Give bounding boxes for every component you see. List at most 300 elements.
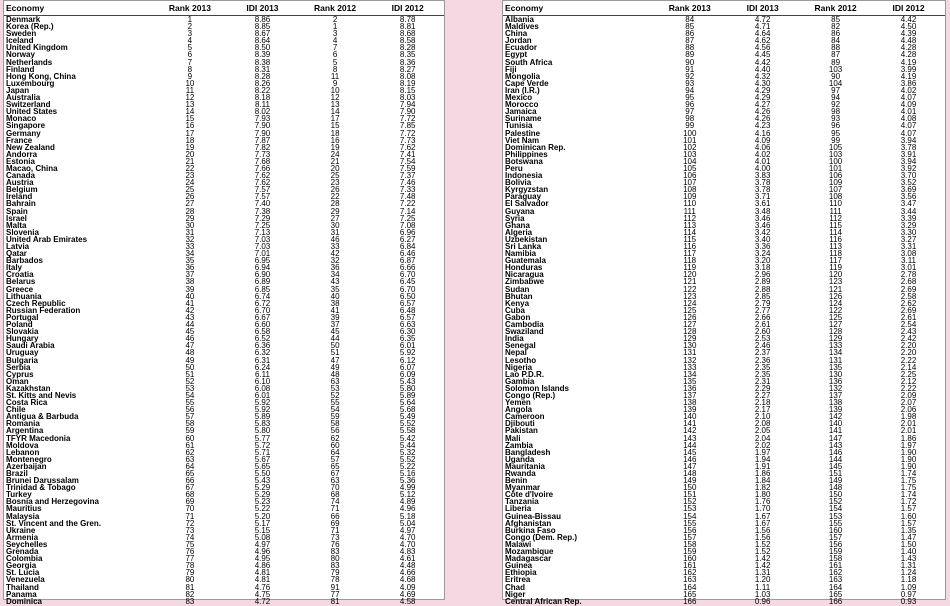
table-row	[503, 278, 945, 285]
table-row	[4, 73, 444, 80]
cell-idi-2012: 1.57	[900, 518, 917, 528]
table-row	[503, 101, 945, 108]
cell-rank-2012: 46	[330, 234, 340, 244]
cell-economy: Germany	[6, 128, 41, 138]
cell-idi-2013: 7.87	[254, 135, 271, 145]
table-row	[4, 30, 444, 37]
cell-economy: Japan	[6, 85, 30, 95]
cell-rank-2012: 73	[330, 532, 340, 542]
cell-idi-2013: 2.53	[754, 334, 771, 344]
cell-rank-2013: 93	[685, 78, 695, 88]
cell-rank-2012: 28	[330, 199, 340, 209]
cell-rank-2013: 42	[185, 305, 195, 315]
cell-idi-2013: 2.61	[754, 320, 771, 330]
cell-idi-2012: 4.70	[399, 539, 416, 549]
cell-rank-2012: 148	[828, 483, 843, 493]
cell-idi-2012: 8.58	[399, 36, 416, 46]
table-row	[4, 555, 444, 562]
cell-idi-2012: 6.09	[399, 369, 416, 379]
cell-idi-2012: 1.35	[900, 525, 917, 535]
cell-rank-2013: 24	[185, 178, 195, 188]
table-row	[4, 484, 444, 491]
cell-economy: Mali	[505, 433, 521, 443]
table-row	[4, 321, 444, 328]
cell-idi-2013: 7.25	[254, 220, 271, 230]
cell-economy: Ukraine	[6, 525, 36, 535]
cell-rank-2012: 125	[828, 312, 843, 322]
table-row	[503, 73, 945, 80]
cell-rank-2012: 83	[330, 561, 340, 571]
cell-idi-2012: 3.86	[900, 78, 917, 88]
cell-idi-2013: 2.85	[754, 291, 771, 301]
cell-rank-2012: 53	[330, 383, 340, 393]
cell-economy: Moldova	[6, 440, 39, 450]
cell-idi-2012: 1.97	[900, 440, 917, 450]
cell-rank-2012: 18	[330, 128, 340, 138]
cell-idi-2013: 4.62	[754, 36, 771, 46]
table-row	[4, 200, 444, 207]
cell-rank-2012: 6	[332, 50, 338, 60]
cell-idi-2013: 5.80	[254, 426, 271, 436]
table-row	[503, 555, 945, 562]
cell-idi-2013: 2.37	[754, 348, 771, 358]
table-row	[503, 151, 945, 158]
cell-rank-2012: 74	[330, 497, 340, 507]
cell-rank-2013: 70	[185, 504, 195, 514]
cell-economy: Sweden	[6, 29, 37, 39]
cell-rank-2013: 66	[185, 476, 195, 486]
cell-economy: Argentina	[6, 426, 44, 436]
cell-idi-2012: 5.49	[399, 412, 416, 422]
table-row	[4, 186, 444, 193]
cell-economy: Syria	[505, 213, 525, 223]
table-row	[503, 108, 945, 115]
cell-idi-2013: 2.77	[754, 305, 771, 315]
table-row	[503, 229, 945, 236]
cell-rank-2013: 165	[683, 589, 697, 599]
cell-idi-2013: 8.50	[254, 43, 271, 53]
idi-table-left	[4, 1, 444, 605]
cell-idi-2012: 4.39	[900, 29, 917, 39]
cell-economy: St. Kitts and Nevis	[6, 390, 77, 400]
cell-economy: Singapore	[6, 121, 46, 131]
cell-idi-2013: 8.86	[254, 15, 271, 24]
cell-economy: Swaziland	[505, 327, 544, 337]
cell-rank-2012: 68	[330, 490, 340, 500]
cell-idi-2012: 5.04	[399, 518, 416, 528]
cell-economy: El Salvador	[505, 199, 549, 209]
cell-economy: Senegal	[505, 341, 536, 351]
table-row	[503, 335, 945, 342]
cell-economy: St. Lucia	[6, 568, 40, 578]
cell-idi-2012: 6.45	[399, 277, 416, 287]
cell-economy: Sudan	[505, 284, 530, 294]
cell-idi-2012: 4.89	[399, 497, 416, 507]
cell-rank-2012: 117	[829, 256, 842, 266]
cell-rank-2013: 109	[683, 192, 697, 202]
table-row	[503, 300, 945, 307]
table-row	[4, 16, 444, 24]
cell-rank-2012: 87	[831, 50, 841, 60]
cell-rank-2013: 46	[185, 334, 195, 344]
cell-rank-2013: 11	[185, 85, 195, 95]
cell-idi-2012: 6.48	[399, 305, 416, 315]
cell-idi-2013: 1.52	[754, 547, 771, 557]
cell-rank-2012: 37	[330, 320, 340, 330]
cell-rank-2012: 62	[330, 433, 340, 443]
cell-idi-2012: 4.02	[900, 85, 917, 95]
cell-idi-2013: 5.65	[254, 461, 271, 471]
cell-rank-2013: 162	[683, 568, 697, 578]
cell-rank-2012: 159	[828, 547, 843, 557]
table-row	[4, 137, 444, 144]
table-row	[503, 484, 945, 491]
cell-economy: United States	[6, 107, 58, 117]
cell-idi-2013: 1.56	[754, 525, 771, 535]
table-row	[503, 449, 945, 456]
cell-idi-2012: 4.50	[900, 22, 917, 32]
cell-idi-2013: 2.18	[754, 398, 771, 408]
cell-rank-2012: 109	[828, 178, 843, 188]
table-row	[503, 470, 945, 477]
cell-rank-2013: 166	[683, 596, 697, 606]
cell-idi-2012: 4.01	[900, 107, 917, 117]
cell-idi-2013: 6.10	[254, 376, 271, 386]
cell-rank-2012: 98	[831, 107, 841, 117]
cell-idi-2013: 4.75	[254, 589, 271, 599]
cell-rank-2013: 150	[683, 483, 697, 493]
table-row	[4, 108, 444, 115]
cell-rank-2013: 123	[683, 291, 697, 301]
cell-idi-2012: 6.57	[399, 298, 416, 308]
cell-economy: Cuba	[505, 305, 525, 315]
cell-rank-2013: 99	[685, 121, 695, 131]
cell-rank-2013: 13	[185, 100, 195, 110]
cell-idi-2012: 7.33	[399, 185, 416, 195]
table-row	[4, 271, 444, 278]
cell-rank-2012: 9	[332, 78, 338, 88]
table-row	[4, 335, 444, 342]
cell-idi-2013: 1.11	[755, 582, 771, 592]
cell-economy: Qatar	[6, 249, 27, 259]
cell-rank-2012: 119	[829, 263, 842, 273]
cell-idi-2012: 3.99	[900, 64, 917, 74]
cell-idi-2013: 4.56	[754, 43, 771, 53]
table-row	[4, 534, 444, 541]
cell-rank-2013: 97	[685, 107, 695, 117]
cell-rank-2012: 7	[332, 43, 338, 53]
cell-idi-2013: 1.86	[754, 469, 771, 478]
cell-economy: Solomon Islands	[505, 383, 570, 393]
table-row	[4, 80, 444, 87]
cell-economy: Israel	[6, 213, 27, 223]
cell-idi-2013: 0.96	[754, 596, 771, 606]
cell-idi-2013: 5.72	[254, 440, 271, 450]
table-row	[4, 357, 444, 364]
table-row	[503, 257, 945, 264]
cell-rank-2013: 122	[683, 284, 697, 294]
cell-rank-2012: 29	[330, 206, 340, 216]
cell-rank-2012: 63	[330, 376, 340, 386]
cell-idi-2013: 7.57	[254, 192, 271, 202]
cell-idi-2012: 5.18	[399, 511, 416, 521]
cell-rank-2013: 27	[185, 199, 195, 209]
table-row	[4, 293, 444, 300]
table-row	[4, 569, 444, 576]
cell-rank-2013: 96	[685, 100, 695, 110]
cell-rank-2012: 77	[330, 589, 340, 599]
cell-rank-2012: 16	[330, 135, 340, 145]
cell-idi-2013: 5.67	[254, 454, 271, 464]
cell-idi-2013: 3.61	[754, 199, 771, 209]
cell-rank-2012: 69	[330, 518, 340, 528]
cell-idi-2013: 7.82	[254, 142, 271, 152]
cell-idi-2012: 6.50	[399, 291, 416, 301]
cell-idi-2013: 2.29	[754, 383, 771, 393]
table-row	[4, 172, 444, 179]
cell-rank-2012: 145	[828, 461, 843, 471]
cell-idi-2013: 4.16	[754, 128, 771, 138]
cell-rank-2012: 88	[831, 43, 841, 53]
cell-idi-2012: 3.94	[900, 156, 917, 166]
cell-idi-2013: 4.96	[254, 547, 271, 557]
cell-rank-2012: 134	[828, 348, 843, 358]
cell-rank-2012: 161	[828, 561, 843, 571]
cell-idi-2013: 3.42	[754, 227, 771, 237]
cell-idi-2012: 7.41	[399, 149, 416, 159]
idi-table-right	[503, 1, 945, 605]
cell-idi-2013: 5.77	[254, 433, 271, 443]
cell-rank-2012: 154	[828, 504, 843, 514]
cell-idi-2013: 5.43	[254, 476, 271, 486]
table-row	[4, 505, 444, 512]
cell-idi-2013: 6.94	[254, 263, 271, 273]
cell-rank-2012: 32	[330, 256, 340, 266]
table-body-left	[4, 16, 444, 605]
cell-idi-2013: 2.04	[754, 433, 771, 443]
cell-idi-2013: 4.64	[754, 29, 771, 39]
cell-economy: Palestine	[505, 128, 541, 138]
table-row	[503, 598, 945, 605]
table-row	[503, 243, 945, 250]
cell-rank-2012: 80	[330, 554, 340, 564]
cell-rank-2012: 121	[828, 284, 843, 294]
cell-rank-2013: 159	[683, 547, 697, 557]
cell-rank-2012: 21	[330, 156, 340, 166]
cell-idi-2013: 6.31	[254, 355, 271, 365]
cell-idi-2012: 5.44	[399, 440, 416, 450]
cell-rank-2012: 129	[828, 334, 843, 344]
cell-idi-2013: 1.67	[754, 518, 771, 528]
cell-idi-2013: 5.89	[254, 412, 271, 422]
cell-idi-2013: 5.92	[254, 398, 271, 408]
cell-idi-2013: 7.66	[254, 163, 271, 173]
cell-rank-2013: 35	[185, 256, 195, 266]
cell-economy: Bosnia and Herzegovina	[6, 497, 99, 507]
cell-rank-2013: 118	[683, 256, 697, 266]
cell-rank-2013: 127	[683, 320, 697, 330]
cell-idi-2012: 1.24	[900, 568, 917, 578]
cell-rank-2013: 147	[683, 461, 697, 471]
cell-rank-2012: 143	[828, 440, 843, 450]
cell-rank-2012: 11	[330, 71, 340, 81]
table-row	[503, 357, 945, 364]
cell-idi-2012: 1.31	[900, 561, 917, 571]
cell-idi-2012: 1.18	[900, 575, 917, 585]
cell-idi-2013: 6.11	[254, 369, 270, 379]
cell-rank-2013: 7	[187, 57, 193, 67]
cell-idi-2013: 6.08	[254, 383, 271, 393]
cell-idi-2012: 7.94	[399, 100, 416, 110]
cell-economy: Lithuania	[6, 291, 42, 301]
cell-rank-2012: 86	[831, 29, 841, 39]
cell-idi-2013: 1.67	[754, 511, 771, 521]
cell-idi-2013: 4.72	[254, 596, 271, 606]
cell-idi-2012: 3.31	[900, 242, 917, 251]
cell-economy: Austria	[6, 178, 34, 188]
cell-rank-2012: 116	[829, 234, 842, 244]
cell-idi-2012: 3.56	[900, 192, 917, 202]
cell-economy: Cameroon	[505, 412, 545, 422]
cell-idi-2013: 3.40	[754, 234, 771, 244]
cell-rank-2013: 6	[187, 50, 193, 60]
cell-idi-2013: 8.38	[254, 57, 271, 67]
table-row	[4, 562, 444, 569]
cell-idi-2013: 4.27	[754, 100, 771, 110]
table-row	[503, 236, 945, 243]
cell-rank-2013: 111	[683, 206, 696, 216]
table-row	[503, 51, 945, 58]
cell-rank-2012: 70	[330, 483, 340, 493]
table-row	[4, 328, 444, 335]
table-row	[4, 243, 444, 250]
cell-rank-2013: 89	[685, 50, 695, 60]
cell-rank-2013: 2	[187, 22, 193, 32]
cell-idi-2012: 5.43	[399, 376, 416, 386]
cell-rank-2013: 157	[683, 532, 697, 542]
cell-idi-2012: 3.78	[900, 142, 917, 152]
cell-rank-2012: 90	[831, 71, 841, 81]
cell-rank-2013: 51	[185, 369, 195, 379]
cell-idi-2012: 2.43	[900, 327, 917, 337]
cell-economy: Cyprus	[6, 369, 34, 379]
cell-rank-2013: 104	[683, 156, 697, 166]
cell-idi-2012: 4.28	[900, 43, 917, 53]
cell-economy: Venezuela	[6, 575, 45, 585]
table-row	[4, 278, 444, 285]
cell-idi-2013: 1.80	[754, 490, 771, 500]
cell-idi-2013: 4.26	[754, 107, 771, 117]
table-row	[4, 37, 444, 44]
cell-idi-2012: 5.12	[399, 490, 416, 500]
cell-idi-2013: 3.46	[754, 213, 771, 223]
cell-rank-2012: 139	[828, 405, 843, 415]
cell-idi-2012: 5.52	[399, 419, 416, 429]
cell-idi-2012: 2.69	[900, 305, 917, 315]
table-row	[503, 179, 945, 186]
cell-idi-2012: 6.30	[399, 327, 416, 337]
cell-idi-2012: 7.37	[399, 171, 416, 181]
table-row	[4, 51, 444, 58]
cell-rank-2013: 95	[685, 93, 695, 103]
cell-rank-2013: 10	[185, 78, 195, 88]
cell-economy: Mexico	[505, 93, 533, 103]
cell-idi-2013: 4.26	[754, 114, 771, 124]
cell-idi-2013: 4.00	[754, 163, 771, 173]
cell-economy: Zambia	[505, 440, 534, 450]
cell-rank-2013: 40	[185, 291, 195, 301]
table-row	[4, 286, 444, 293]
table-row	[503, 378, 945, 385]
table-row	[503, 349, 945, 356]
cell-idi-2013: 8.22	[254, 85, 271, 95]
cell-idi-2013: 4.95	[254, 554, 271, 564]
cell-idi-2013: 4.45	[754, 50, 771, 60]
cell-rank-2013: 22	[185, 163, 195, 173]
cell-rank-2012: 112	[829, 213, 842, 223]
cell-idi-2012: 4.97	[399, 525, 416, 535]
cell-idi-2012: 2.01	[900, 419, 917, 429]
cell-idi-2013: 1.97	[754, 447, 771, 457]
table-row	[503, 200, 945, 207]
cell-economy: Suriname	[505, 114, 542, 124]
cell-economy: Brunei Darussalam	[6, 476, 79, 486]
cell-rank-2012: 59	[330, 412, 340, 422]
cell-rank-2012: 35	[330, 284, 340, 294]
cell-rank-2013: 153	[683, 504, 697, 514]
cell-rank-2012: 157	[828, 532, 843, 542]
cell-economy: Costa Rica	[6, 398, 48, 408]
cell-rank-2012: 106	[828, 171, 843, 181]
cell-idi-2012: 1.74	[900, 469, 917, 478]
cell-rank-2012: 31	[330, 227, 340, 237]
cell-rank-2012: 147	[828, 433, 843, 443]
cell-idi-2012: 1.75	[900, 476, 917, 486]
cell-economy: India	[505, 334, 524, 344]
table-header-row	[503, 1, 945, 16]
cell-economy: Kenya	[505, 298, 530, 308]
cell-idi-2013: 1.94	[754, 454, 771, 464]
cell-idi-2012: 8.15	[399, 85, 416, 95]
cell-idi-2013: 5.15	[254, 525, 271, 535]
cell-economy: Nepal	[505, 348, 527, 358]
cell-idi-2013: 4.81	[254, 575, 271, 585]
cell-rank-2012: 45	[330, 327, 340, 337]
cell-rank-2013: 133	[683, 362, 697, 372]
cell-idi-2012: 1.47	[900, 532, 917, 542]
cell-rank-2013: 72	[185, 518, 195, 528]
cell-idi-2012: 7.90	[399, 107, 416, 117]
cell-idi-2013: 4.42	[754, 57, 771, 67]
table-row	[503, 548, 945, 555]
cell-idi-2012: 2.20	[900, 348, 917, 358]
cell-economy: Nigeria	[505, 362, 533, 372]
cell-rank-2013: 136	[683, 383, 697, 393]
table-row	[503, 584, 945, 591]
cell-rank-2013: 64	[185, 461, 195, 471]
cell-rank-2013: 43	[185, 312, 195, 322]
table-header-row	[4, 1, 444, 16]
cell-idi-2013: 7.90	[254, 121, 271, 131]
cell-economy: Grenada	[6, 547, 39, 557]
cell-idi-2012: 8.36	[399, 57, 416, 67]
table-row	[503, 435, 945, 442]
cell-idi-2012: 7.48	[399, 192, 416, 202]
cell-economy: Morocco	[505, 100, 539, 110]
cell-rank-2013: 128	[683, 327, 697, 337]
cell-economy: Niger	[505, 589, 526, 599]
cell-idi-2013: 3.24	[754, 249, 771, 259]
